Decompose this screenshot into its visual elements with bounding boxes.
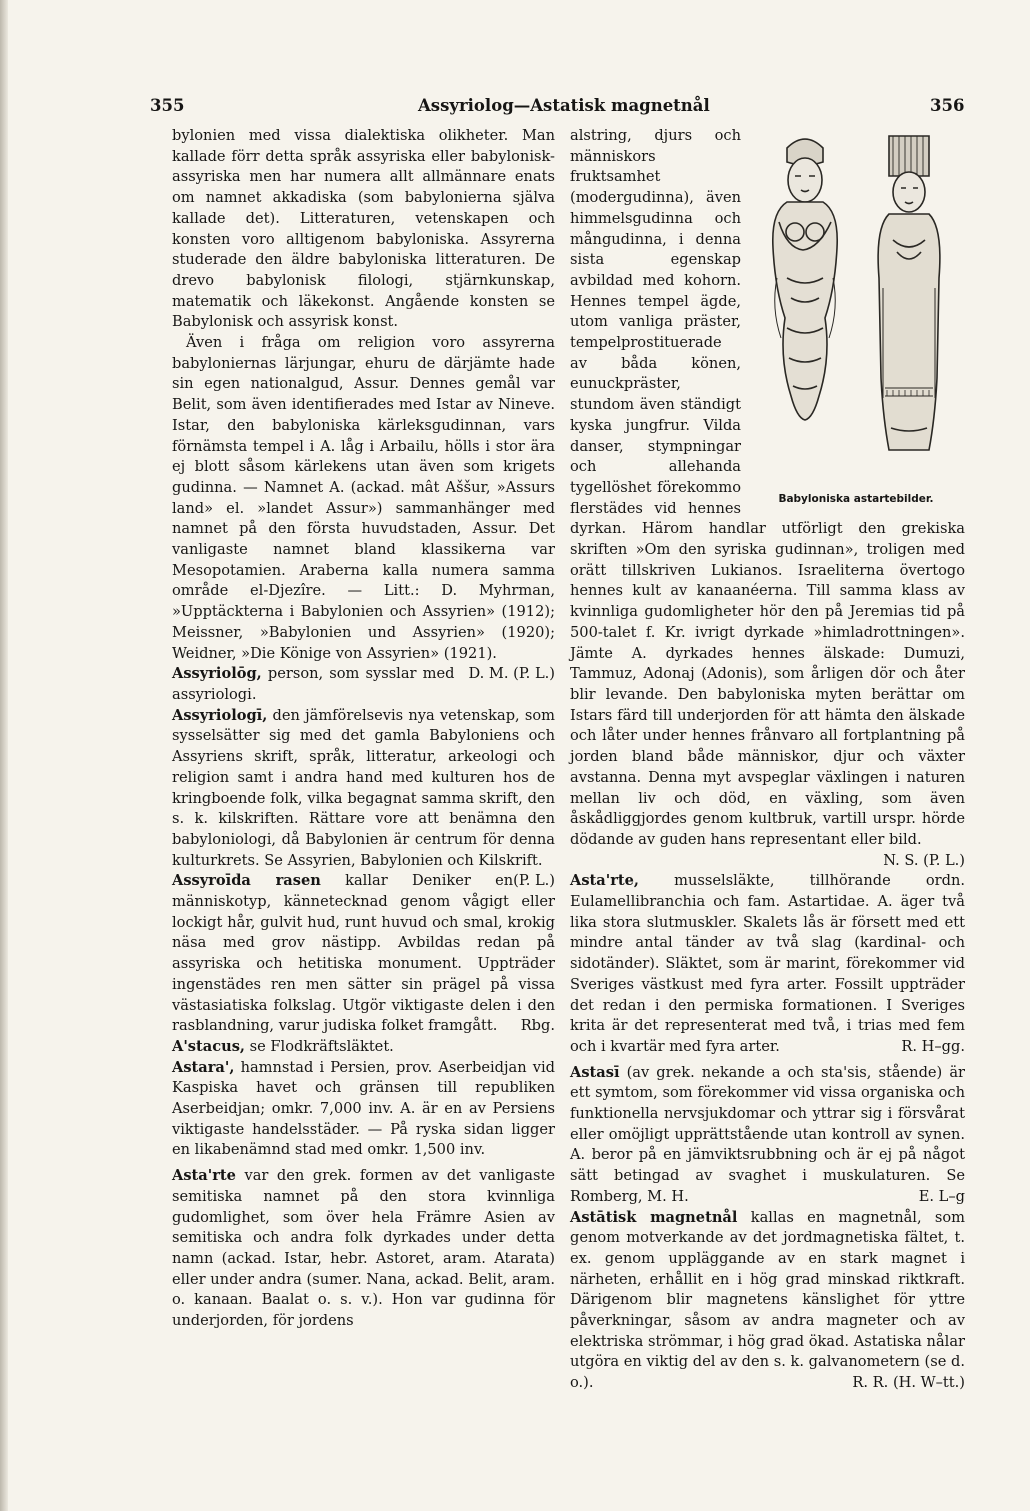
entry-body: musselsläkte, tillhörande ordn. Eulamellibranchia och fam. Astartidae. A. äger två lika stora slutmuskler. Skalets lås är försett med ett mindre antal tänder av två slag (kardinal- och sidotänder). Släktet, som är marint, förekommer vid Sveriges västkust med fyra arter. Fossilt uppträder det redan i den permiska formationen. I Sveriges krita är det representerat med två, i trias med fem och i kvartär med fyra arter. (570, 872, 966, 1055)
author-signature: E. L–g (918, 1187, 965, 1205)
author-signature: R. R. (H. W–tt.) (852, 1374, 965, 1392)
figure-caption: Babyloniska astartebilder. (778, 493, 934, 506)
entry-headword: Astātisk magnetnål (570, 1208, 738, 1226)
entry-headword: Asta'rte (172, 1167, 236, 1185)
page-number-left: 355 (150, 96, 185, 115)
figure-astarte-statuettes (747, 128, 965, 512)
entry-body: (av grek. nekande a och sta'sis, stående) är ett symtom, som förekommer vid vissa organiska och funktionella nervsjukdomar och yttrar sig i försvårat eller omöjligt upprättstående utan kontroll av synen. A. beror på en jämviktsrubbning och är ej på något sätt betingad av svaghet i muskulaturen. Se Romberg, M. H. (570, 1063, 965, 1205)
entry-body: hamnstad i Persien, prov. Aserbeidjan vid Kaspiska havet och gränsen till republiken Aserbeidjan; omkr. 7,000 inv. A. är en av Persiens viktigaste handelsstäder. — På ryska sidan ligger en likabenämnd stad med omkr. 1,500 inv. (172, 1058, 556, 1159)
entry-astatisk-magnetnal (570, 1208, 965, 1394)
entry-headword: Astasī (570, 1063, 620, 1081)
entry-body: kallas en magnetnål, som genom motverkande av det jordmagnetiska fältet, t. ex. genom uppläggande av en stark magnet i närheten, erhållit en i hög grad minskad riktkraft. Därigenom blir magnetens känslighet för yttre påverkningar, såsom av andra magneter och av elektriska strömmar, i hög grad ökad. Astatiska nålar utgöra en viktig del av den s. k. galvanometern (se d. o.). (570, 1208, 966, 1392)
entry-headword: Assyriologī, (172, 706, 268, 724)
entry-astasi (570, 1063, 965, 1208)
running-title: Assyriolog—Astatisk magnetnål (418, 96, 710, 115)
entry-astarte (172, 1166, 555, 1332)
author-signature: R. H–gg. (901, 1037, 965, 1055)
entry-headword: Astara', (172, 1058, 235, 1076)
entry-assyroida (172, 871, 555, 1037)
author-signature: Rbg. (520, 1017, 555, 1035)
entry-astacus (172, 1037, 555, 1058)
paragraph-text: Även i fråga om religion voro assyrerna babyloniernas lärjungar, ehuru de därjämte hade sin egen nationalgud, Assur. Dennes gemål var Belit, som även identifierades med Istar av Nineve. Istar, den babyloniska kärleksgudinnan, vars förnämsta tempel i A. låg i Arbailu, hölls i stor ära ej blott såsom kärlekens utan även som krigets gudinna. — Namnet A. (ackad. mât Aššur, »Assurs land» el. »landet Assur») sammanhänger med namnet på den första huvudstaden, Assur. Det vanligaste namnet bland klassikerna var Mesopotamien. Araberna kalla numera samma område el-Djezîre. — Litt.: D. Myhrman, »Upptäckterna i Babylonien och Assyrien» (1912); Meissner, »Babylonien und Assyrien» (1920); Weidner, »Die Könige von Assyrien» (1921). (172, 334, 555, 662)
entry-body: kallar Deniker en människotyp, kännetecknad genom vågigt eller lockigt hår, gulvit hud, runt huvud och smal, krokig näsa med grov nästipp. Avbildas redan på assyriska och hetitiska monument. Uppträder ingenstädes ren men sätter sin prägel på vissa västasiatiska folkslag. Utgör viktigaste delen i den rasblandning, varur judiska folket framgått. (172, 872, 555, 1035)
astarte-figurines-illustration (757, 128, 955, 468)
entry-headword: A'stacus, (172, 1037, 245, 1055)
author-signature: D. M. (P. L.) (468, 665, 555, 683)
entry-body: den jämförelsevis nya vetenskap, som sysselsätter sig med det gamla Babyloniens och Assyriens skrift, språk, litteratur, arkeologi och religion samt i andra hand med kulturen hos de kringboende folk, vilka begagnat samma skrift, den s. k. kilskriften. Rättare vore att benämna den babyloniologi, då Babylonien är centrum för denna kulturkrets. Se Assyrien, Babylonien och Kilskrift. (172, 706, 555, 869)
left-column (172, 126, 555, 1378)
paragraph: bylonien med vissa dialektiska olikheter. Man kallade förr detta språk assyriska eller babylonisk-assyriska men har numera allt allmännare enats om namnet akkadiska (som babylonierna själva kallade det). Litteraturen, vetenskapen och konsten voro alltigenom babyloniska. Assyrerna studerade den äldre babyloniska litteraturen. De drevo babylonisk filologi, stjärnkunskap, matematik och läkekonst. Angående konsten se Babylonisk och assyrisk konst. (172, 127, 555, 331)
entry-body: var den grek. formen av det vanligaste semitiska namnet på den stora kvinnliga gudomlighet, som över hela Främre Asien av semitiska och andra folk dyrkades under detta namn (ackad. Istar, hebr. Astoret, aram. Atarata) eller under andra (sumer. Nana, ackad. Belit, aram. o. kanaan. Baalat o. s. v.). Hon var gudinna för underjorden, för jordens (172, 1167, 556, 1330)
entry-body: person, som sysslar med assyriologi. (172, 665, 455, 703)
entry-astarte-mussel (570, 871, 965, 1057)
page-edge-shadow (0, 0, 8, 1511)
author-signature: N. S. (P. L.) (883, 851, 965, 869)
entry-body: se Flodkräftsläktet. (249, 1037, 394, 1055)
author-signature: (P. L.) (513, 872, 555, 890)
right-column (570, 126, 966, 1392)
entry-headword: Assyriolōg, (172, 665, 262, 683)
page-number-right: 356 (930, 96, 965, 115)
paragraph-text: alstring, djurs och människors fruktsamhet (modergudinna), även himmelsgudinna och mångudinna, i denna sista egenskap avbildad med kohorn. Hennes tempel ägde, utom vanliga präster, tempelprostituerade av båda könen, eunuckpräster, stundom även ständigt kyska jungfrur. Vilda danser, stympningar och allehanda tygellöshet förekommo flerstädes vid hennes dyrkan. Härom handlar utförligt den grekiska skriften »Om den syriska gudinnan», troligen med orätt tillskriven Lukianos. Israeliterna övertogo hennes kult av kanaanéerna. Till samma klass av kvinnliga gudomligheter hör den på Jeremias tid på 500-talet f. Kr. ivrigt dyrkade »himladrottningen». Jämte A. dyrkades hennes älskade: Dumuzi, Tammuz, Adonaj (Adonis), som årligen dör och åter blir levande. Den babyloniska myten berättar om Istars färd till underjorden för att hämta den älskade och låter under hennes frånvaro all fortplantning på jorden bland både människor, djur och växter avstanna. Denna myt avspeglar växlingen i naturen mellan liv och död, en växling, som även åskådliggjordes genom kultbruk, vartill urspr. hörde dödande av guden hans representant eller bild. (570, 127, 965, 848)
entry-headword: Assyroīda rasen (172, 872, 321, 890)
entry-headword: Asta'rte, (570, 872, 639, 890)
entry-astara (172, 1058, 555, 1162)
